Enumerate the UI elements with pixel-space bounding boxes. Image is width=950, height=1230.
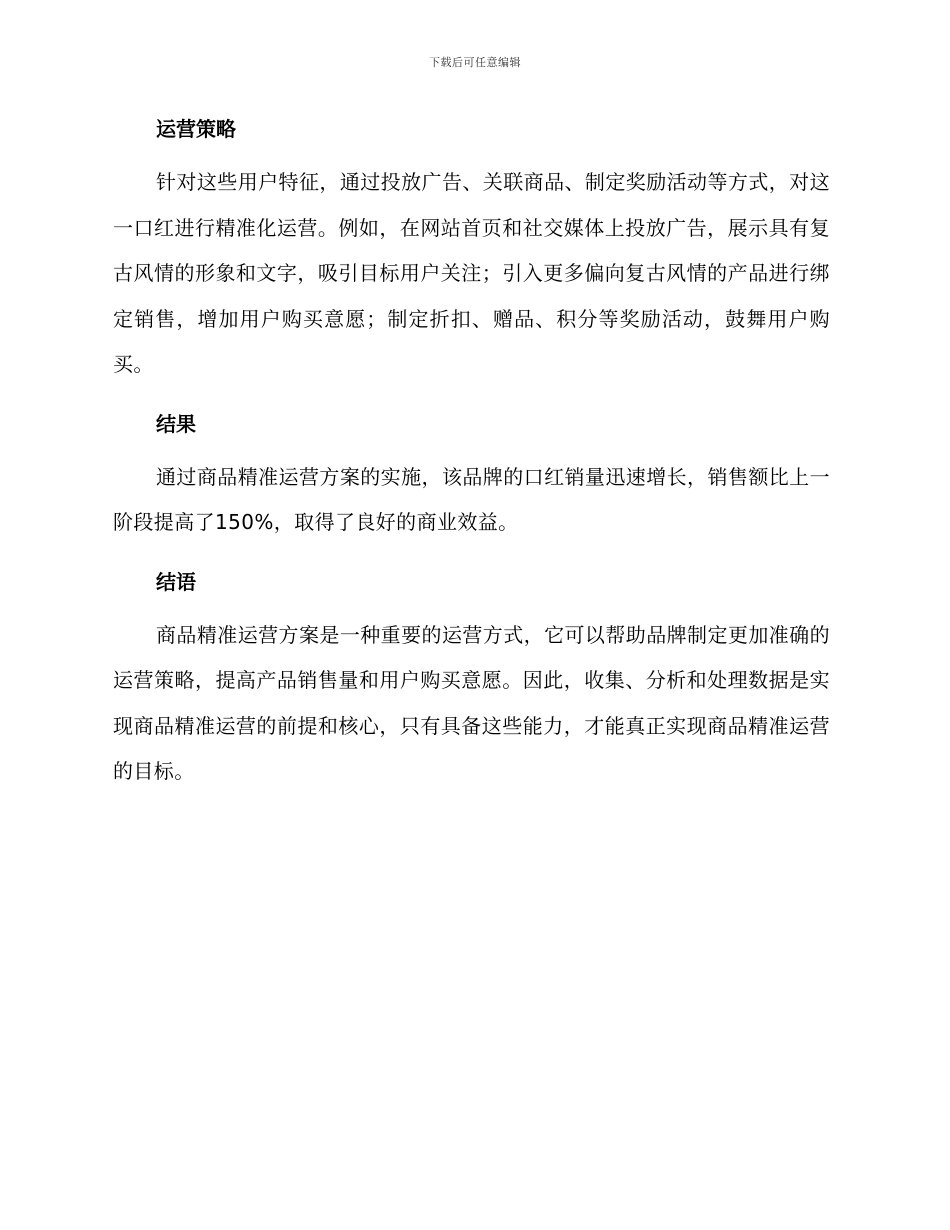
spacer (113, 443, 830, 455)
spacer (113, 601, 830, 613)
section-paragraph-conclusion: 商品精准运营方案是一种重要的运营方式，它可以帮助品牌制定更加准确的运营策略，提高产品销售量和用户购买意愿。因此，收集、分析和处理数据是实现商品精准运营的前提和核心，只有具备这些能力，才能真正实现商品精准运营的目标。 (113, 622, 830, 783)
section-paragraph-result: 通过商品精准运营方案的实施，该品牌的口红销量迅速增长，销售额比上一阶段提高了150%，取得了良好的商业效益。 (113, 464, 830, 534)
document-body (113, 110, 830, 795)
spacer (113, 148, 830, 160)
spacer (113, 546, 830, 563)
page-header-note: 下载后可任意编辑 (429, 56, 521, 69)
section-title-conclusion: 结语 (156, 569, 196, 594)
section-title-strategy: 运营策略 (156, 117, 236, 141)
spacer (113, 388, 830, 405)
section-title-result: 结果 (156, 411, 196, 436)
section-paragraph-strategy: 针对这些用户特征，通过投放广告、关联商品、制定奖励活动等方式，对这一口红进行精准化运营。例如，在网站首页和社交媒体上投放广告，展示具有复古风情的形象和文字，吸引目标用户关注；引入更多偏向复古风情的产品进行绑定销售，增加用户购买意愿；制定折扣、赠品、积分等奖励活动，鼓舞用户购买。 (113, 170, 830, 376)
